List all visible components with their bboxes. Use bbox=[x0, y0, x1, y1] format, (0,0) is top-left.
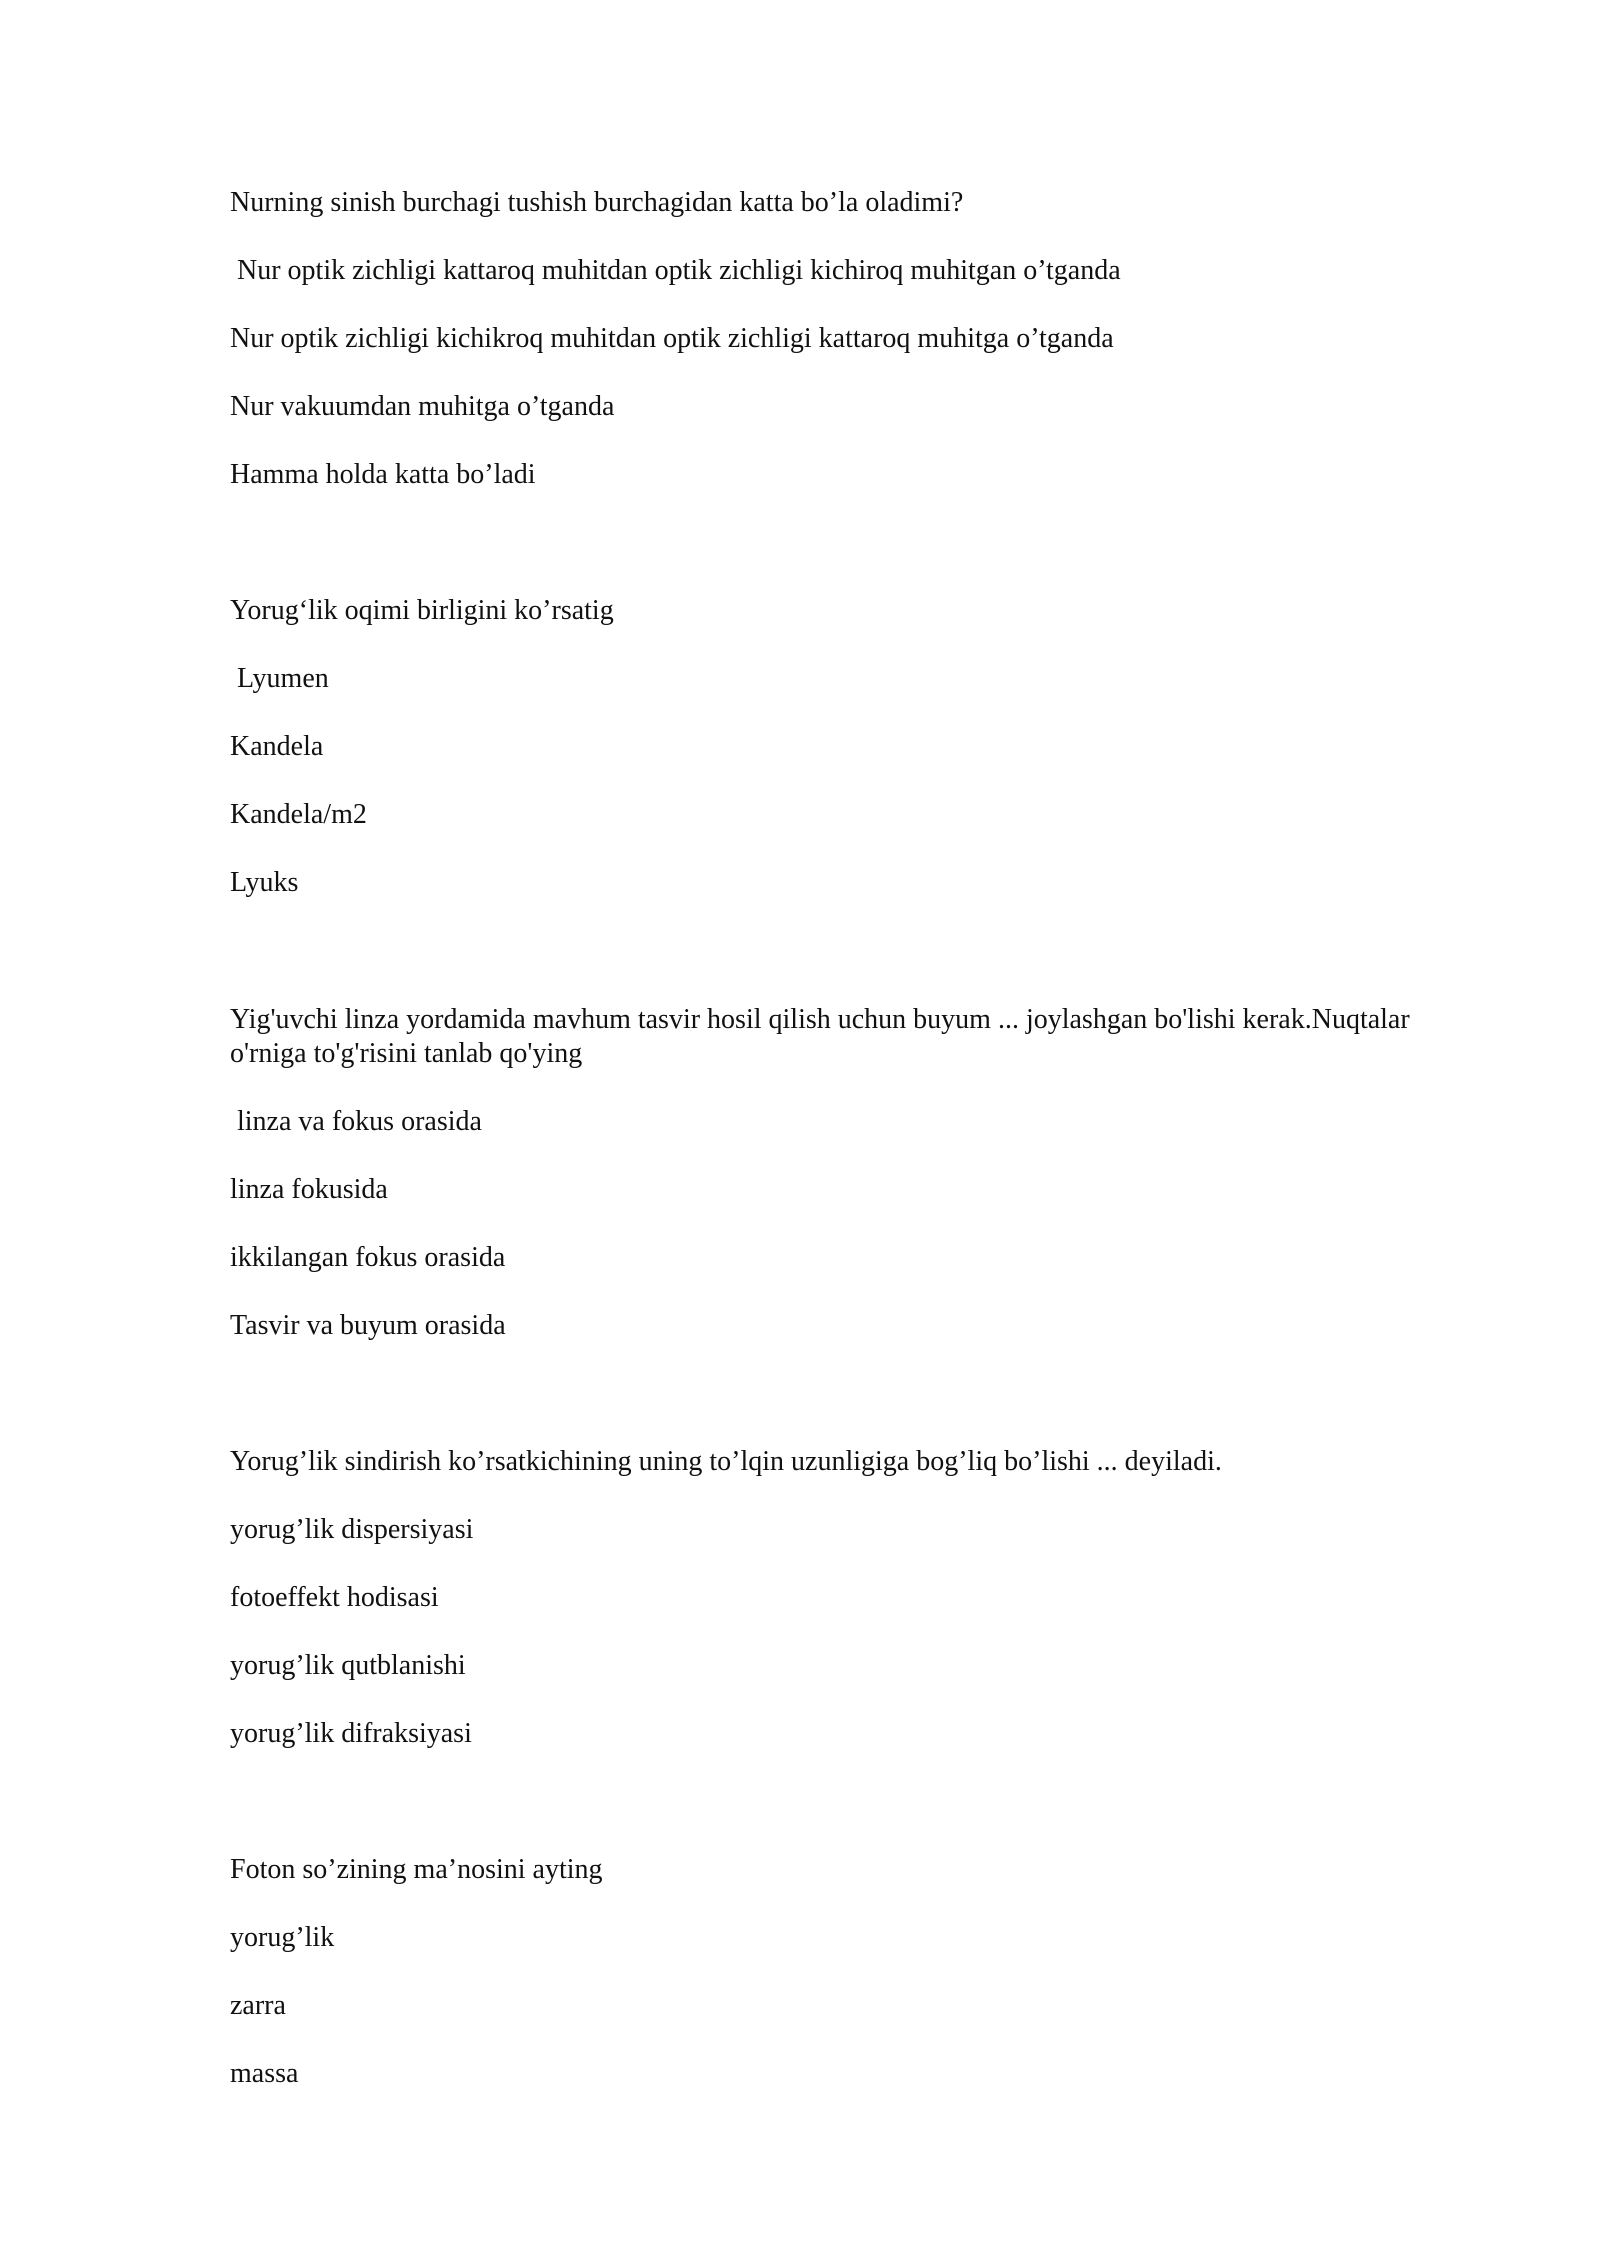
question-1-option-2: Nur optik zichligi kichikroq muhitdan optik zichligi kattaroq muhitga o’tganda bbox=[230, 323, 1114, 354]
question-2-option-4: Lyuks bbox=[230, 867, 299, 898]
question-2-option-3: Kandela/m2 bbox=[230, 799, 367, 830]
question-1-text: Nurning sinish burchagi tushish burchagidan katta bo’la oladimi? bbox=[230, 187, 964, 218]
question-3-option-4: Tasvir va buyum orasida bbox=[230, 1310, 506, 1341]
question-3-option-1: linza va fokus orasida bbox=[237, 1106, 482, 1137]
question-2-option-2: Kandela bbox=[230, 731, 324, 762]
question-5-option-2: zarra bbox=[230, 1990, 286, 2021]
question-3-option-2: linza fokusida bbox=[230, 1174, 388, 1205]
question-1-option-4: Hamma holda katta bo’ladi bbox=[230, 459, 536, 490]
question-1-option-3: Nur vakuumdan muhitga o’tganda bbox=[230, 391, 615, 422]
question-5-option-3: massa bbox=[230, 2058, 299, 2089]
question-5-text: Foton so’zining ma’nosini ayting bbox=[230, 1854, 603, 1885]
question-4-text: Yorug’lik sindirish ko’rsatkichining uning to’lqin uzunligiga bog’liq bo’lishi ... deyiladi. bbox=[230, 1446, 1222, 1477]
question-4-option-2: fotoeffekt hodisasi bbox=[230, 1582, 439, 1613]
question-5-option-1: yorug’lik bbox=[230, 1922, 335, 1953]
question-1-option-1: Nur optik zichligi kattaroq muhitdan optik zichligi kichiroq muhitgan o’tganda bbox=[237, 255, 1121, 286]
question-4-option-1: yorug’lik dispersiyasi bbox=[230, 1514, 474, 1545]
question-3-text: Yig'uvchi linza yordamida mavhum tasvir hosil qilish uchun buyum ... joylashgan bo'lishi kerak.Nuqtalar o'rniga to'g'risini tanlab qo'ying bbox=[230, 1004, 1410, 1069]
question-4-option-3: yorug’lik qutblanishi bbox=[230, 1650, 466, 1681]
question-2-text: Yorug‘lik oqimi birligini ko’rsatig bbox=[230, 595, 614, 626]
question-3-option-3: ikkilangan fokus orasida bbox=[230, 1242, 506, 1273]
question-4-option-4: yorug’lik difraksiyasi bbox=[230, 1718, 472, 1749]
question-2-option-1: Lyumen bbox=[237, 663, 329, 694]
